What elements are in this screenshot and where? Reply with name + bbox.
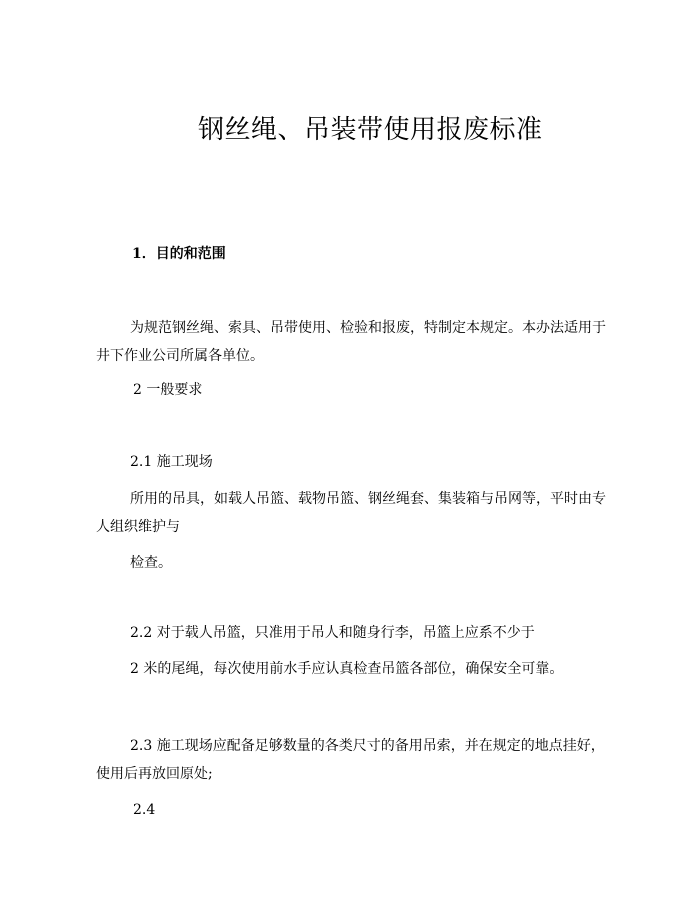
- section-2-heading: 2 一般要求: [133, 382, 203, 398]
- section-1-body: [96, 314, 616, 370]
- section-2-4-heading: 2.4: [133, 802, 156, 818]
- document-title: 钢丝绳、吊装带使用报废标准: [198, 115, 543, 145]
- section-2-2-line-2: 2 米的尾绳，每次使用前水手应认真检查吊篮各部位，确保安全可靠。: [130, 661, 564, 677]
- section-2-1-body-line-3: 检查。: [130, 555, 172, 571]
- section-2-3: [96, 732, 616, 788]
- section-1-heading: 1．目的和范围: [132, 246, 226, 262]
- section-2-1-body: [96, 485, 616, 541]
- section-1-body-line-1: 为规范钢丝绳、索具、吊带使用、检验和报废，特制定本规定。本办法适用于: [130, 320, 606, 336]
- section-1-body-line-2: 井下作业公司所属各单位。: [96, 348, 264, 364]
- section-2-1-heading: 2.1 施工现场: [130, 454, 213, 470]
- section-2-3-line-2: 使用后再放回原处;: [96, 766, 213, 782]
- section-2-1-body-line-2: 人组织维护与: [96, 519, 180, 535]
- section-2-2-line-1: 2.2 对于载人吊篮，只准用于吊人和随身行李，吊篮上应系不少于: [130, 625, 535, 641]
- section-2-3-line-1: 2.3 施工现场应配备足够数量的各类尺寸的备用吊索，并在规定的地点挂好，: [130, 738, 605, 754]
- section-2-1-body-line-1: 所用的吊具，如载人吊篮、载物吊篮、钢丝绳套、集装箱与吊网等，平时由专: [130, 491, 606, 507]
